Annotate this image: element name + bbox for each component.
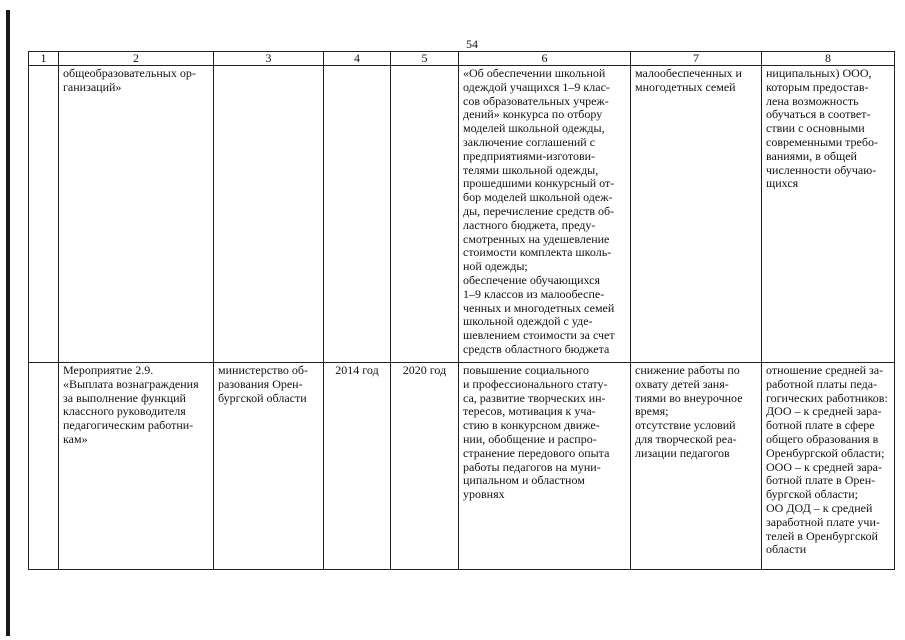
executor-cell [214, 66, 324, 363]
page-number: 54 [466, 37, 478, 51]
executor-cell: министерство об- разования Орен- бургской области [214, 363, 324, 570]
program-table [28, 51, 895, 570]
column-number: 6 [459, 52, 631, 66]
column-number: 5 [391, 52, 459, 66]
indicator-cell: отношение средней за- работной платы педа- гогических работников: ДОО – к средней зара- ботной плате в сфере общего образования в Оренбургской области; ООО – к средней зара- ботной плате в Орен- бургской области; ОО ДОД – к средней заработной плате учи- телей в Оренбургской области [762, 363, 895, 570]
table-row [29, 363, 895, 570]
column-number-row [29, 52, 895, 66]
table-row [29, 66, 895, 363]
column-number: 8 [762, 52, 895, 66]
activity-cell: общеобразовательных ор- ганизаций» [59, 66, 214, 363]
activity-cell: Мероприятие 2.9. «Выплата вознаграждения за выполнение функций классного руководителя педагогическим работни- кам» [59, 363, 214, 570]
column-number: 4 [324, 52, 391, 66]
end-year-cell: 2020 год [391, 363, 459, 570]
indicator-cell: ниципальных) ООО, которым предостав- лена возможность обучаться в соответ- ствии с основными современными требо- ваниями, в общей численности обучаю- щихся [762, 66, 895, 363]
column-number: 3 [214, 52, 324, 66]
consequences-cell: малообеспеченных и многодетных семей [631, 66, 762, 363]
row-number-cell [29, 66, 59, 363]
row-number-cell [29, 363, 59, 570]
column-number: 2 [59, 52, 214, 66]
column-number: 7 [631, 52, 762, 66]
column-number: 1 [29, 52, 59, 66]
expected-result-cell: повышение социального и профессионального стату- са, развитие творческих ин- тересов, мотивация к уча- стию в конкурсном движе- нии, обобщение и распро- странение передового опыта работы педагогов на муни- ципальном и областном уровнях [459, 363, 631, 570]
consequences-cell: снижение работы по охвату детей заня- тиями во внеурочное время; отсутствие условий для творческой реа- лизации педагогов [631, 363, 762, 570]
binding-edge [6, 10, 10, 636]
end-year-cell [391, 66, 459, 363]
start-year-cell [324, 66, 391, 363]
expected-result-cell: «Об обеспечении школьной одеждой учащихся 1–9 клас- сов образовательных учреж- дений» конкурса по отбору моделей школьной одежды, заключение соглашений с предприятиями-изготови- телями школьной одежды, прошедшими конкурсный от- бор моделей школьной одеж- ды, перечисление средств об- ластного бюджета, преду- смотренных на удешевление стоимости комплекта школь- ной одежды; обеспечение обучающихся 1–9 классов из малообеспе- ченных и многодетных семей школьной одеждой с уде- шевлением стоимости за счет средств областного бюджета [459, 66, 631, 363]
start-year-cell: 2014 год [324, 363, 391, 570]
